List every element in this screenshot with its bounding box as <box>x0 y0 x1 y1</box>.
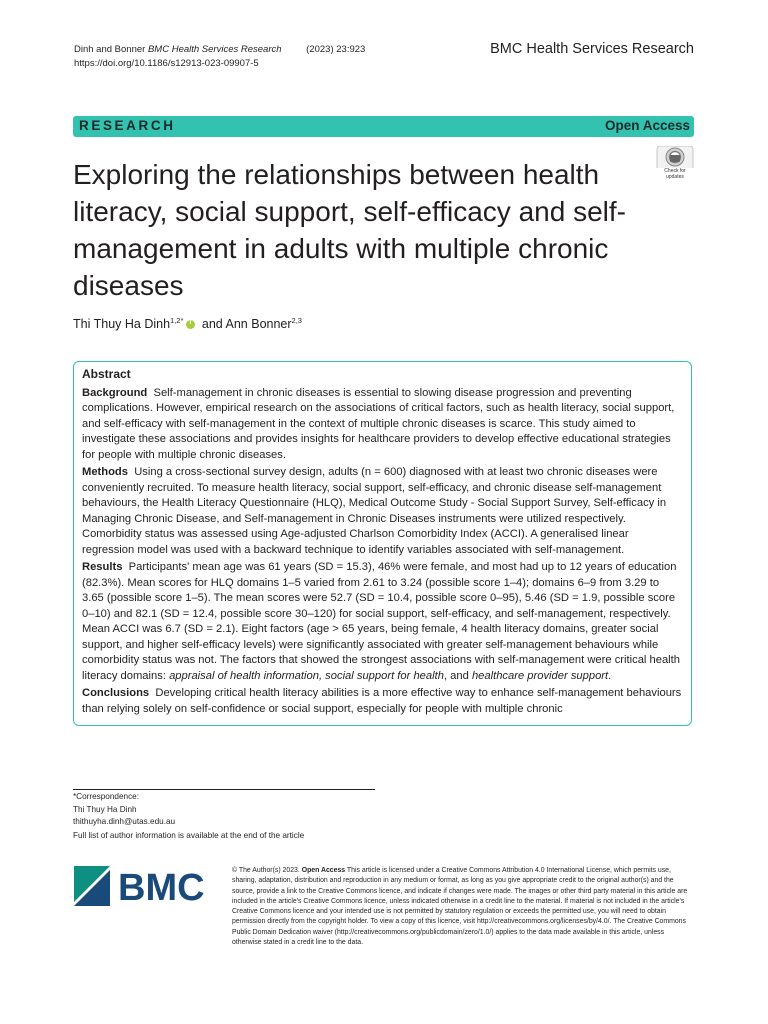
results-italic-2: healthcare provider support <box>471 669 609 682</box>
author-list <box>73 316 302 331</box>
license-text-2: . The Creative Commons Public Domain Dedication waiver ( <box>232 918 686 936</box>
methods-text: Using a cross-sectional survey design, adults (n = 600) diagnosed with at least two chronic diseases were conveniently recruited. To measure health literacy, social support, self-efficacy, and chronic disease self-management behaviours, the Health Literacy Questionnaire (HLQ), Medical Outcome Study - Social Support Survey, Self-efficacy in Managing Chronic Disease, and Self-management in Chronic Diseases instruments were utilized respectively. Comorbidity status was assessed using Age-adjusted Charlson Comorbidity Index (ACCI). A generalised linear regression model was used with a backward technique to identify variables associated with self-management. <box>82 466 667 556</box>
abstract-conclusions <box>82 686 683 717</box>
license-statement <box>232 866 695 948</box>
license-link-1[interactable]: http://creativecommons.org/licenses/by/4.0/ <box>476 918 610 926</box>
correspondence-block <box>73 791 175 829</box>
open-access-label: Open Access <box>604 118 690 133</box>
abstract-background <box>82 386 683 464</box>
article-type-banner <box>73 116 694 137</box>
header-authors: Dinh and Bonner <box>74 44 146 55</box>
abstract-box <box>73 361 692 726</box>
article-type-label: RESEARCH <box>79 118 176 133</box>
correspondence-label: *Correspondence: <box>73 792 139 801</box>
author-2-affiliation: 2,3 <box>291 316 302 325</box>
author-1[interactable]: Thi Thuy Ha Dinh <box>73 317 171 332</box>
author-info-note: Full list of author information is available at the end of the article <box>73 831 305 840</box>
author-2[interactable]: and Ann Bonner <box>198 317 292 332</box>
results-label: Results <box>82 561 123 573</box>
correspondence-name: Thi Thuy Ha Dinh <box>73 804 137 814</box>
running-header <box>74 43 365 71</box>
results-end: . <box>608 669 612 682</box>
article-title: Exploring the relationships between health literacy, social support, self-efficacy and self-management in adults with multiple chronic diseases <box>73 159 626 301</box>
methods-label: Methods <box>82 466 128 478</box>
results-italic-1: appraisal of health information, social support for health <box>169 669 444 682</box>
check-for-updates-badge[interactable] <box>656 146 694 184</box>
check-updates-label-2: updates <box>666 174 684 180</box>
bmc-logo <box>74 866 214 906</box>
background-text: Self-management in chronic diseases is essential to slowing disease progression and preventing complications. However, empirical research on the associations of critical factors, such as health literacy, social support, and self-efficacy with self-management in the context of multiple chronic diseases is scarce. This study aimed to investigate these associations and provides insights for healthcare providers to develop effective educational strategies for people with multiple chronic diseases. <box>82 386 675 461</box>
conclusions-text: Developing critical health literacy abilities is a more effective way to enhance self-management behaviours than relying solely on self-confidence or social support, especially for people with multiple chronic <box>82 687 682 715</box>
check-updates-icon <box>656 146 694 168</box>
license-text-1: This article is licensed under a Creative Commons Attribution 4.0 International License, which permits use, sharing, adaptation, distribution and reproduction in any medium or format, as long as you give appropriate credit to the original author(s) and the source, provide a link to the Creative Commons licence, and indicate if changes were made. The images or other third party material in this article are included in the article's Creative Commons licence, unless indicated otherwise in a credit line to the material. If material is not included in the article's Creative Commons licence and your intended use is not permitted by statutory regulation or exceeds the permitted use, you will need to obtain permission directly from the copyright holder. To view a copy of this licence, visit <box>232 867 688 926</box>
license-copyright: © The Author(s) 2023. <box>232 867 300 874</box>
orcid-icon[interactable] <box>186 320 195 329</box>
license-oa-label: Open Access <box>301 867 346 874</box>
abstract-heading: Abstract <box>82 367 131 381</box>
abstract-methods <box>82 465 683 558</box>
check-updates-label-1: Check for <box>664 168 686 174</box>
license-text-3: ) applies to the data made available in this article, unless otherwise stated in a credit line to the data. <box>232 928 665 947</box>
background-label: Background <box>82 386 148 399</box>
license-link-2[interactable]: http://creativecommons.org/publicdomain/zero/1.0/ <box>336 928 492 936</box>
header-doi[interactable]: https://doi.org/10.1186/s12913-023-09907-5 <box>74 58 259 69</box>
abstract-results <box>82 560 683 684</box>
correspondence-email[interactable]: thithuyha.dinh@utas.edu.au <box>73 817 176 826</box>
logo-text: BMC <box>118 867 205 906</box>
results-text: Participants' mean age was 61 years (SD = 15.3), 46% were female, and most had up to 12 years of education (82.3%). Mean scores for HLQ domains 1–5 varied from 2.61 to 3.24 (possible score 1–4); domains 6–9 from 3.29 to 3.65 (possible score 1–5). The mean scores were 52.7 (SD = 10.4, possible score 0–95), 5.46 (SD = 1.9, possible score 0–10) and 82.1 (SD = 12.4, possible score 30–120) for social support, self-efficacy, and self-management, respectively. Mean ACCI was 6.7 (SD = 2.1). Eight factors (age > 65 years, being female, 4 health literacy domains, greater social support, and higher self-efficacy levels) were significantly associated with greater self-management behaviours while comorbidity status was not. The factors that showed the strongest associations with self-management were critical health literacy domains: <box>82 561 680 682</box>
results-and: , and <box>443 669 472 682</box>
header-year-volume: (2023) 23:923 <box>306 44 366 55</box>
journal-name: BMC Health Services Research <box>490 41 694 57</box>
author-1-affiliation: 1,2* <box>170 316 184 325</box>
header-journal: BMC Health Services Research <box>147 44 282 55</box>
footnote-divider <box>73 789 375 790</box>
conclusions-label: Conclusions <box>82 687 150 699</box>
